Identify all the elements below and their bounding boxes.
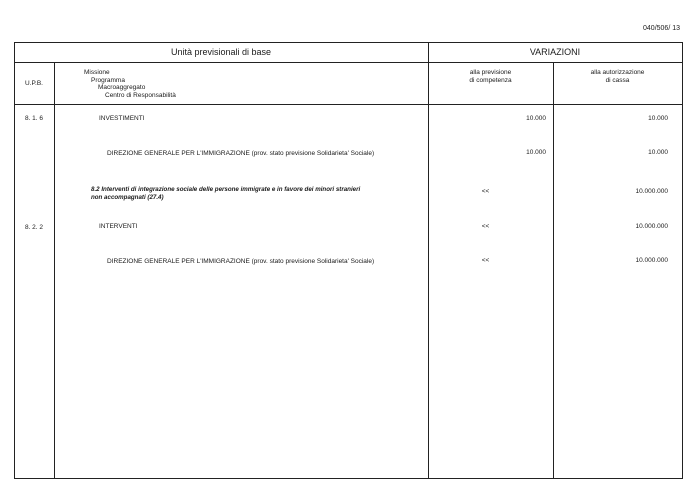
row4-cassa: 10.000.000 — [635, 223, 668, 230]
row3-competenza: << — [481, 188, 490, 195]
row4-competenza: << — [481, 223, 490, 230]
row1-competenza: 10.000 — [526, 115, 546, 122]
hierarchy-macroaggregato: Macroaggregato — [98, 84, 146, 91]
row1-text: INVESTIMENTI — [99, 115, 145, 122]
row2-competenza: 10.000 — [526, 149, 546, 156]
header-competenza — [428, 69, 553, 84]
col-divider-cassa — [553, 62, 554, 479]
header-divider-2 — [14, 104, 683, 105]
col-divider-upb — [54, 62, 55, 479]
row2-text: DIREZIONE GENERALE PER L'IMMIGRAZIONE (prov. stato previsione Solidarieta' Sociale) — [107, 150, 375, 157]
header-unita-title: Unità previsionali di base — [170, 47, 272, 57]
hierarchy-programma: Programma — [91, 76, 125, 84]
hierarchy-centro: Centro di Responsabilità — [105, 91, 176, 99]
row5-text: DIREZIONE GENERALE PER L'IMMIGRAZIONE (prov. stato previsione Solidarieta' Sociale) — [107, 258, 375, 265]
table-top-border — [14, 42, 683, 43]
table-bottom-border — [14, 478, 683, 479]
row1-cassa: 10.000 — [648, 115, 668, 122]
row4-code: 8. 2. 2 — [24, 224, 44, 231]
hierarchy-missione: Missione — [84, 69, 110, 76]
competenza-line2: di competenza — [469, 76, 512, 84]
header-hierarchy — [84, 69, 384, 99]
header-upb-label: U.P.B. — [25, 80, 43, 87]
row3-cassa: 10.000.000 — [635, 188, 668, 195]
cassa-line1: alla autorizzazione — [590, 69, 645, 76]
header-variazioni-title: VARIAZIONI — [529, 47, 581, 57]
row2-cassa: 10.000 — [648, 149, 668, 156]
row5-cassa: 10.000.000 — [635, 257, 668, 264]
header-cassa — [553, 69, 682, 84]
row4-text: INTERVENTI — [99, 223, 138, 230]
row3-text-line1: 8.2 Interventi di integrazione sociale delle persone immigrate e in favore dei minori stranieri — [91, 186, 361, 193]
row1-code: 8. 1. 6 — [24, 115, 44, 122]
cassa-line2: di cassa — [605, 76, 630, 84]
table-left-border — [14, 42, 15, 479]
competenza-line1: alla previsione — [469, 69, 512, 76]
row3-text-line2: non accompagnati (27.4) — [91, 194, 164, 201]
table-right-border — [682, 42, 683, 479]
page-number: 040/506/ 13 — [643, 25, 680, 32]
row5-competenza: << — [481, 257, 490, 264]
row3-text — [91, 186, 421, 202]
header-divider-1 — [14, 62, 683, 63]
